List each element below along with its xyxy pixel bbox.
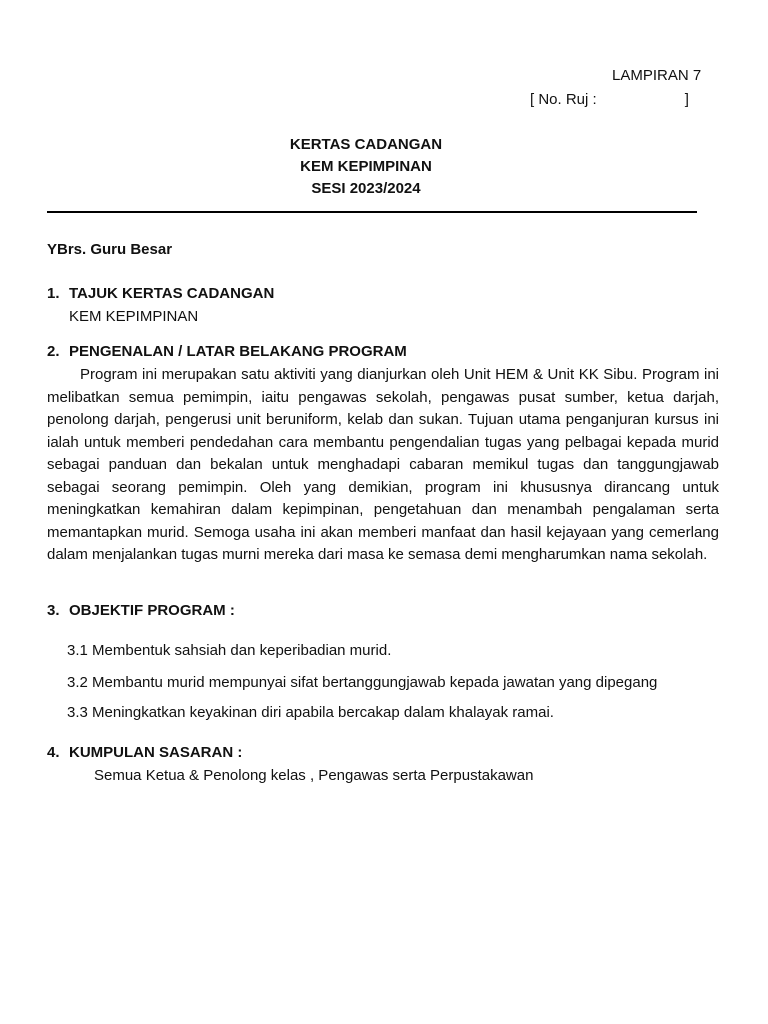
section-1-body: KEM KEPIMPINAN (69, 308, 199, 325)
objective-item: 3.3 Meningkatkan keyakinan diri apabila bercakap dalam khalayak ramai. (67, 704, 554, 721)
reference-number-field (530, 91, 689, 108)
section-4-heading (47, 744, 242, 761)
title-line-3: SESI 2023/2024 (311, 180, 421, 197)
title-divider (47, 211, 697, 213)
section-4-number: 4. (47, 744, 60, 761)
section-3-title: OBJEKTIF PROGRAM : (69, 602, 235, 619)
objective-item: 3.2 Membantu murid mempunyai sifat bertanggungjawab kepada jawatan yang dipegang (67, 674, 658, 691)
section-1-title: TAJUK KERTAS CADANGAN (69, 285, 275, 302)
objective-item: 3.1 Membentuk sahsiah dan keperibadian murid. (67, 642, 392, 659)
lampiran-label: LAMPIRAN 7 (612, 67, 702, 84)
section-4-title: KUMPULAN SASARAN : (69, 744, 243, 761)
section-1-number: 1. (47, 285, 60, 302)
title-line-2: KEM KEPIMPINAN (300, 158, 432, 175)
section-2-title: PENGENALAN / LATAR BELAKANG PROGRAM (69, 343, 407, 360)
section-2-paragraph: Program ini merupakan satu aktiviti yang dianjurkan oleh Unit HEM & Unit KK Sibu. Program ini melibatkan semua pemimpin, iaitu pengawas sekolah, pengawas pusat sumber, ketua darjah, penolong darjah, pengerusi unit beruniform, kelab dan sukan. Tujuan utama penganjuran kursus ini ialah untuk memberi pendedahan cara membantu pengendalian tugas yang pelbagai kepada murid sebagai panduan dan bekalan untuk menghadapi cabaran memikul tugas dan tanggungjawab sebagai seorang pemimpin. Oleh yang demikian, program ini khususnya dirancang untuk meningkatkan kemahiran dalam kepimpinan, pengetahuan dan menambah pengalaman serta memantapkan murid. Semoga usaha ini akan memberi manfaat dan hasil kejayaan yang cemerlang dalam menjalankan tugas murni mereka dari masa ke semasa demi mengharumkan nama sekolah. (47, 366, 719, 563)
section-3-number: 3. (47, 602, 60, 619)
section-3-heading (47, 602, 235, 619)
reference-number-close: ] (684, 91, 689, 108)
title-line-1: KERTAS CADANGAN (289, 136, 443, 153)
reference-number-label: [ No. Ruj : (530, 91, 597, 108)
section-2-heading (47, 343, 407, 360)
section-4-body: Semua Ketua & Penolong kelas , Pengawas serta Perpustakawan (94, 767, 534, 784)
section-2-number: 2. (47, 343, 60, 360)
section-1-heading (47, 285, 274, 302)
salutation: YBrs. Guru Besar (47, 241, 173, 258)
